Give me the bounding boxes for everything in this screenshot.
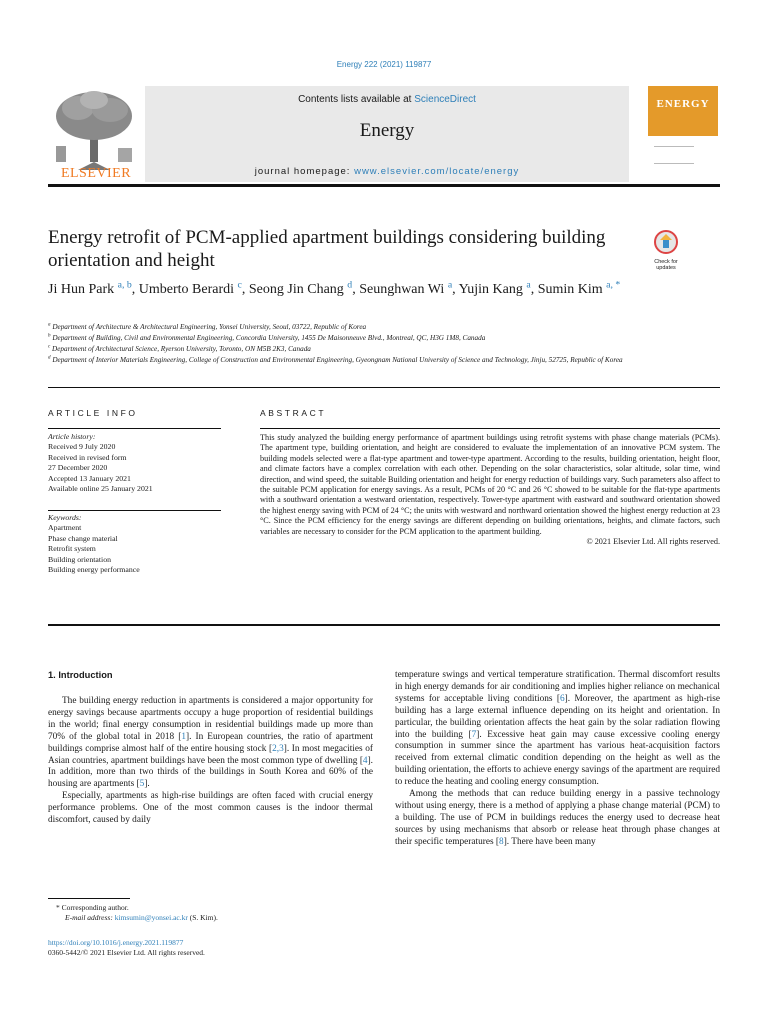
journal-masthead [145,86,629,182]
reference-link[interactable]: 1 [181,731,186,742]
sciencedirect-link[interactable]: ScienceDirect [414,94,476,105]
author[interactable]: Umberto Berardi $^c$ [138,279,242,297]
reference-link[interactable]: 8 [499,836,504,847]
abstract-copyright: © 2021 Elsevier Ltd. All rights reserved. [586,537,720,547]
article-history: Article history: Received 9 July 2020 Received in revised form 27 December 2020 Accepted 13 January 2021 Available online 25 January 2021 [48,432,153,494]
divider [48,510,221,511]
author[interactable]: Seong Jin Chang $^d$ [248,279,353,297]
paragraph: temperature swings and vertical temperature stratification. Thermal discomfort results in high energy demands for air conditioning and implies higher reliance on mechanical systems for acceptable living conditions [6]. Moreover, the apartment as high-rise building has a large external influence depending on its height and orientation. In particular, the building orientation affects the heat gain by the solar radiation flowing into the building [7]. Excessive heat gain may cause excessive cooling energy consumption in summer since the apartment has various heat-acquisition factors received from external climatic condition depending on the height as well as the building orientation, the efforts to achieve energy savings of the apartment are required to reduce the heating and cooling energy consumption. [395,670,720,788]
divider [48,387,720,388]
intro-left-column [48,696,373,827]
divider [48,428,221,429]
crossmark-icon [649,230,683,254]
homepage-link[interactable]: www.elsevier.com/locate/energy [354,166,520,177]
affiliation: $^d$ Department of Interior Materials Engineering, College of Construction and Environmental Engineering, Gyeongnam National University of Science and Technology, Jinju, 52725, Republic of Korea [48,355,623,364]
footnote-rule [48,898,130,899]
doi-link[interactable]: https://doi.org/10.1016/j.energy.2021.119877 [48,938,184,947]
divider [48,624,720,626]
crossmark-button[interactable] [649,230,683,271]
journal-header [48,86,720,187]
paragraph: Among the methods that can reduce building energy in a passive technology without using energy, there is a method of applying a phase change material (PCM) to a building. The use of PCM in buildings reduces the energy used to decrease heat sources by using mechanisms that absorb or release heat through phase changes at their specific temperatures [8]. There have been many [395,789,720,847]
affiliation: $^c$ Department of Architectural Science, Ryerson University, Toronto, ON M5B 2K3, Canada [48,344,311,353]
author[interactable]: Ji Hun Park $^{a, b}$ [48,279,132,297]
reference-link[interactable]: 6 [560,693,565,704]
paragraph: Especially, apartments as high-rise buildings are often faced with crucial energy performance problems. One of the most common causes is the indoor thermal discomfort, caused by daily [48,791,373,826]
paragraph: The building energy reduction in apartments is considered a major opportunity for energy savings because apartments occupy a huge proportion of residential buildings in the world; final energy consumption in residential buildings made up more than 70% of the global total in 2018 [1]. In European countries, the ratio of apartment buildings comprise almost half of the entire housing stock [2,3]. In most megacities of Asian countries, apartment buildings have been the most common type of dwelling [4]. In addition, more than two thirds of the buildings in South Korea and 60% of the housing are apartments [5]. [48,696,374,790]
elsevier-logo [48,86,144,184]
author[interactable]: Yujin Kang $^a$ [458,279,531,297]
journal-name: Energy [359,120,415,141]
contents-line: Contents lists available at ScienceDirect [298,94,476,105]
article-title: Energy retrofit of PCM-applied apartment buildings considering building orientation and height [48,227,606,271]
intro-right-column [395,670,720,849]
article-info-heading: ARTICLE INFO [48,408,138,418]
issn-line: 0360-5442/© 2021 Elsevier Ltd. All rights reserved. [48,948,205,957]
cover-top [648,86,718,136]
section-heading: 1. Introduction [48,670,113,680]
journal-homepage: journal homepage: www.elsevier.com/locate/energy [254,166,520,177]
reference-link[interactable]: 2,3 [272,743,284,754]
cover-title: ENERGY [656,98,710,110]
email-link[interactable]: kimsumin@yonsei.ac.kr [114,913,188,922]
journal-cover [646,86,720,180]
divider [260,428,720,429]
crossmark-label: Check for updates [654,259,678,271]
keywords: Keywords: Apartment Phase change material Retrofit system Building orientation Building energy performance [48,513,140,575]
cover-lines [654,146,694,164]
abstract-body: This study analyzed the building energy performance of apartment buildings using retrofit systems with phase change materials (PCMs). The apartment type, building orientation, and height are considered to evaluate the implementation of an innovative PCM system. The building models selected were a flat-type apartment and tower-type apartment. According to the results, building orientation, height floor, and climate factors have a complex correlation with each other. Depending on the solar characteristics, solar altitude, solar time, wind direction, and wind speed, the suitable Building orientation and height for energy reduction of buildings vary. Such parameters also affect to the suitable PCM application for energy savings. As a result, PCMs of 20 °C and 26 °C showed to be suitable for the flat-type apartments with a southward orientation a westward orientation, respectively. Tower-type apartment with eastward and southward orientation showed the highest energy saving with PCM of 24 °C; the units with westward and northward orientation showed the highest energy reduction at 23 °C. Since the PCM efficiency for the energy savings are different depending on building orientations, heights, and climate factors, such variables are necessary to consider for the PCM application to the apartment building. © 2021 Elsevier Ltd. All rights reserved. [260,433,720,547]
reference-link[interactable]: 5 [139,779,145,790]
abstract-heading: ABSTRACT [260,408,327,418]
author-list: Ji Hun Park $^{a, b}$, Umberto Berardi $^c$, Seong Jin Chang $^d$, Seunghwan Wi $^a$, Yujin Kang $^a$, Sumin Kim $^{a, *}$ [48,279,621,297]
author[interactable]: Seunghwan Wi $^a$ [359,279,453,297]
elsevier-wordmark: ELSEVIER [60,166,132,181]
author[interactable]: Sumin Kim $^{a, *}$ [537,279,621,297]
reference-link[interactable]: 4 [362,755,368,766]
affiliation: $^a$ Department of Architecture & Architectural Engineering, Yonsei University, Seoul, 03722, Republic of Korea [48,322,367,331]
affiliation: $^b$ Department of Building, Civil and Environmental Engineering, Concordia University, 1455 De Maisonneuve Blvd., Montreal, QC, H3G 1M8, Canada [48,333,486,342]
doi-block [48,938,448,958]
journal-citation[interactable]: Energy 222 (2021) 119877 [336,60,432,69]
reference-link[interactable]: 7 [471,729,477,740]
footnotes: * Corresponding author. E-mail address: kimsumin@yonsei.ac.kr (S. Kim). [56,903,218,922]
